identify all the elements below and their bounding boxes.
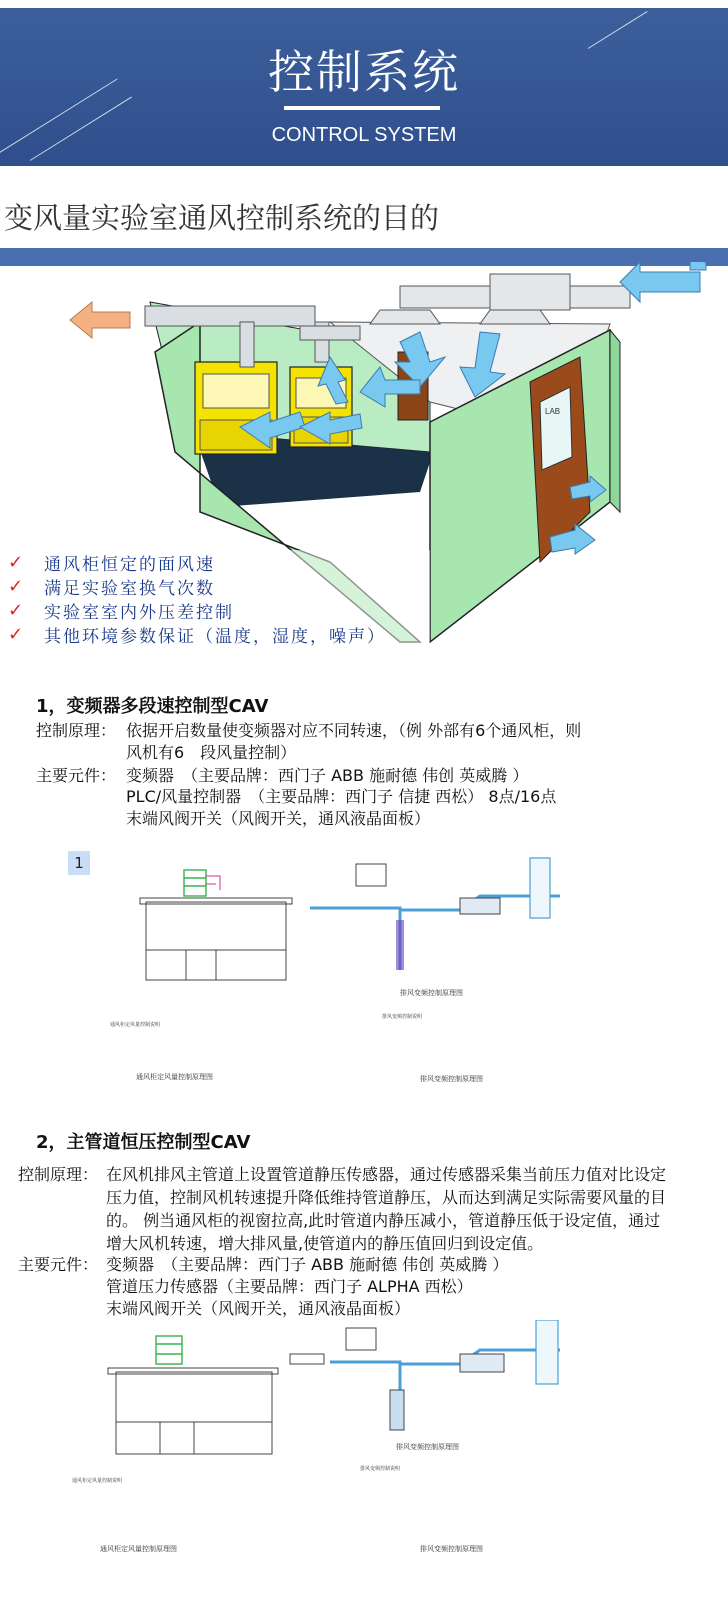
door-window [540, 387, 572, 470]
exhaust-air-arrow [70, 302, 130, 338]
fan-unit [460, 898, 500, 914]
stack [536, 1320, 558, 1384]
supply-duct [370, 274, 630, 324]
section1-schematic [100, 850, 660, 1090]
check-icon: ✓ [8, 623, 24, 645]
goal-text: 其他环境参数保证（温度，湿度，噪声） [44, 626, 386, 647]
figure-badge: 1 [68, 851, 90, 875]
fan-unit [460, 1354, 504, 1372]
section2-fig-right-caption: 排风变频控制原理图 [396, 1443, 459, 1451]
damper-stack [156, 1336, 182, 1364]
section1-component: 变频器 （主要品牌：西门子 ABB 施耐德 伟创 英威腾 ） [126, 766, 529, 785]
section1-component: 末端风阀开关（风阀开关，通风液晶面板） [126, 809, 431, 828]
section1-principle-label: 控制原理： [36, 721, 117, 740]
section2-fig-right-notes: 排风变频控制说明 [360, 1466, 401, 1472]
goal-text: 实验室室内外压差控制 [44, 602, 234, 623]
list-item [8, 550, 386, 574]
right-wall [610, 330, 620, 512]
page-subtitle: CONTROL SYSTEM [271, 124, 457, 146]
fume-hood-drawing [140, 898, 292, 980]
list-item [8, 598, 386, 622]
duct-run [310, 896, 560, 970]
check-icon: ✓ [8, 551, 24, 573]
section2-fig-left-notes: 通风柜定风量控制说明 [72, 1478, 123, 1484]
section2-principle-line: 在风机排风主管道上设置管道静压传感器，通过传感器采集当前压力值对比设定 [106, 1165, 667, 1184]
section2-component: 变频器 （主要品牌：西门子 ABB 施耐德 伟创 英威腾 ） [106, 1255, 509, 1274]
check-icon: ✓ [8, 575, 24, 597]
section2-title: 2，主管道恒压控制型CAV [36, 1132, 251, 1153]
section1-fig-right-notes: 排风变频控制说明 [382, 1014, 423, 1020]
control-wires [206, 876, 220, 890]
purpose-title: 变风量实验室通风控制系统的目的 [4, 201, 440, 235]
section1-title: 1，变频器多段速控制型CAV [36, 696, 269, 717]
fume-hood-drawing [108, 1368, 278, 1454]
section2-principle-label: 控制原理： [18, 1165, 99, 1184]
section1-fig-left-notes: 通风柜定风量控制说明 [110, 1022, 161, 1028]
goal-text: 通风柜恒定的面风速 [44, 554, 215, 575]
supply-air-arrow [620, 262, 706, 302]
section1-components-label: 主要元件： [36, 766, 117, 785]
goal-text: 满足实验室换气次数 [44, 578, 215, 599]
goals-list [8, 550, 386, 646]
check-icon: ✓ [8, 599, 24, 621]
vfd-box [290, 1328, 376, 1364]
section1-component: PLC/风量控制器 （主要品牌：西门子 信捷 西松） 8点/16点 [126, 787, 557, 806]
section2-principle-line: 压力值，控制风机转速提升降低维持管道静压，从而达到满足实际需要风量的目 [106, 1188, 667, 1207]
duct-run [330, 1350, 560, 1420]
damper-stack [184, 870, 206, 896]
page-title: 控制系统 [268, 45, 460, 99]
header-banner [0, 8, 728, 166]
section2-fig-right-caption-bottom: 排风变频控制原理图 [420, 1545, 483, 1553]
section1-fig-right-caption: 排风变频控制原理图 [400, 989, 463, 997]
door-sign: LAB [545, 407, 561, 416]
section2-component: 末端风阀开关（风阀开关，通风液晶面板） [106, 1299, 411, 1318]
title-underline [284, 106, 440, 110]
section2-fig-left-caption: 通风柜定风量控制原理图 [100, 1545, 177, 1553]
section1-fig-left-caption: 通风柜定风量控制原理图 [136, 1073, 213, 1081]
stack [530, 858, 550, 918]
section1-principle-line: 风机有6 段风量控制） [126, 743, 297, 762]
section2-schematic [60, 1320, 680, 1570]
vfd-box [356, 864, 386, 886]
section2-principle-line: 的。 例当通风柜的视窗拉高,此时管道内静压减小，管道静压低于设定值，通过 [106, 1211, 661, 1230]
list-item [8, 622, 386, 646]
list-item [8, 574, 386, 598]
section2-component: 管道压力传感器（主要品牌：西门子 ALPHA 西松） [106, 1277, 473, 1296]
section2-components-label: 主要元件： [18, 1255, 99, 1274]
section1-fig-right-caption-bottom: 排风变频控制原理图 [420, 1075, 483, 1083]
section2-principle-line: 增大风机转速，增大排风量,使管道内的静压值回归到设定值。 [106, 1234, 544, 1253]
section1-principle-line: 依据开启数量使变频器对应不同转速，（例 外部有6个通风柜，则 [126, 721, 582, 740]
